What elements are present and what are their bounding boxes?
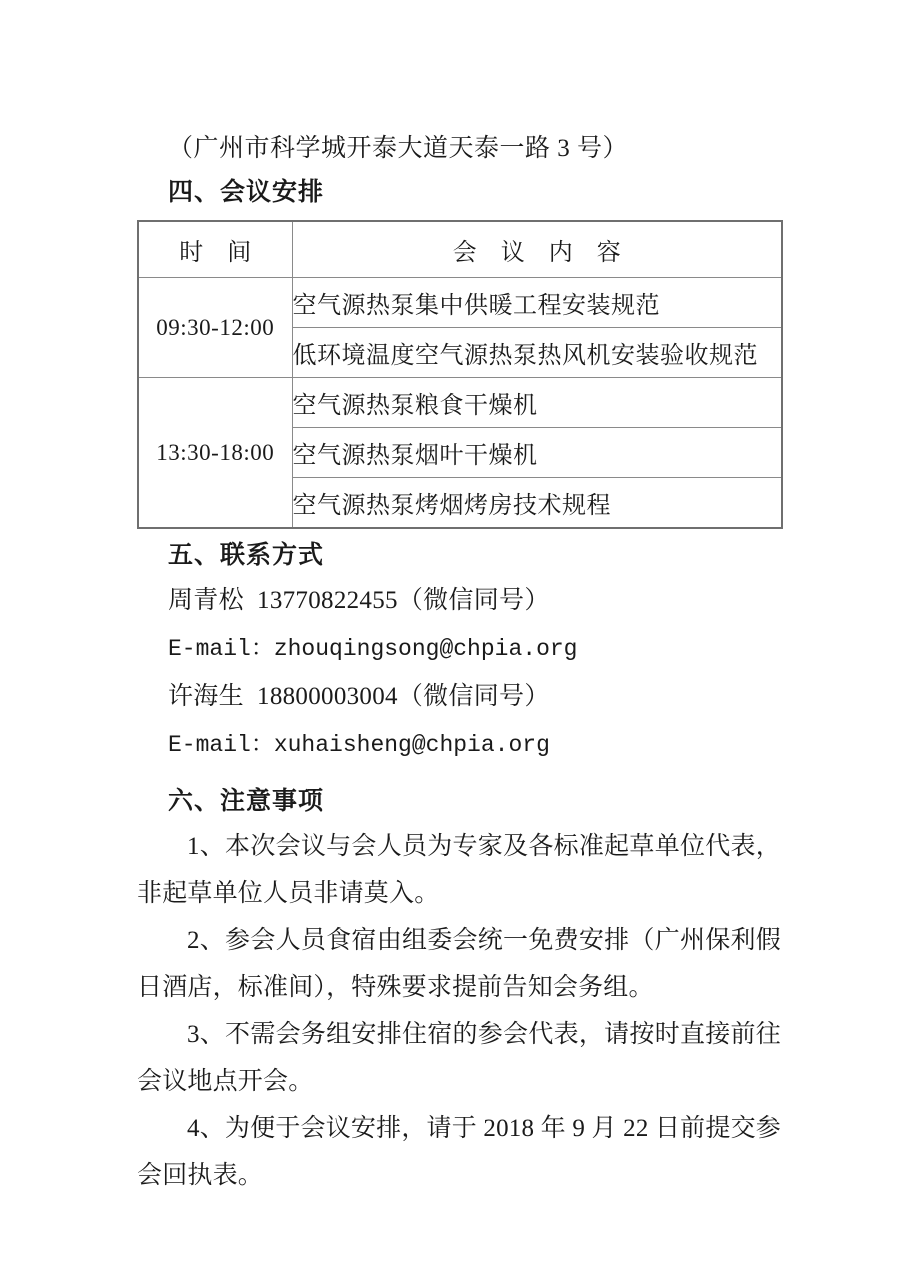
note-item: 2、参会人员食宿由组委会统一免费安排（广州保利假日酒店，标准间），特殊要求提前告知会务组。 [137, 927, 781, 1001]
contact-phone-note-2: （微信同号） [397, 683, 550, 710]
contact-email-1: zhouqingsong@chpia.org [273, 636, 578, 662]
contact-email-2: xuhaisheng@chpia.org [273, 732, 550, 758]
email-label-1: E-mail： [168, 636, 274, 662]
email-label-2: E-mail： [168, 732, 274, 758]
table-header-row [138, 221, 782, 278]
contact-email-line-2 [168, 720, 781, 769]
table-row [138, 378, 782, 428]
contact-phone-line-2 [168, 673, 781, 720]
venue-address-line: （广州市科学城开泰大道天泰一路 3 号） [168, 135, 629, 162]
schedule-time-morning: 09:30-12:00 [138, 278, 292, 378]
column-header-time: 时 间 [138, 221, 292, 278]
contact-phone-1: 13770822455 [257, 587, 398, 614]
note-item: 4、为便于会议安排，请于 2018 年 9 月 22 日前提交参会回执表。 [137, 1115, 781, 1189]
note-item: 3、不需会务组安排住宿的参会代表，请按时直接前往会议地点开会。 [137, 1021, 781, 1095]
schedule-table-body [138, 278, 782, 529]
contact-phone-line-1 [168, 577, 781, 624]
section-heading-schedule: 四、会议安排 [168, 177, 325, 206]
table-row [138, 278, 782, 328]
schedule-time-afternoon: 13:30-18:00 [138, 378, 292, 529]
meeting-schedule-table [137, 220, 783, 529]
schedule-item: 空气源热泵烟叶干燥机 [292, 428, 782, 478]
document-content [137, 128, 781, 1199]
schedule-item: 低环境温度空气源热泵热风机安装验收规范 [292, 328, 782, 378]
schedule-item: 空气源热泵粮食干燥机 [292, 378, 782, 428]
contact-name-1: 周青松 [168, 587, 244, 614]
note-item: 1、本次会议与会人员为专家及各标准起草单位代表，非起草单位人员非请莫入。 [137, 833, 781, 907]
column-header-content: 会 议 内 容 [292, 221, 782, 278]
schedule-table-head [138, 221, 782, 278]
schedule-item: 空气源热泵集中供暖工程安装规范 [292, 278, 782, 328]
schedule-item: 空气源热泵烤烟烤房技术规程 [292, 478, 782, 529]
contact-phone-note-1: （微信同号） [397, 587, 550, 614]
contact-phone-2: 18800003004 [257, 683, 398, 710]
section-heading-contact: 五、联系方式 [168, 540, 325, 569]
section-heading-notes: 六、注意事项 [168, 786, 325, 815]
contact-email-line-1 [168, 624, 781, 673]
contact-name-2: 许海生 [168, 683, 244, 710]
